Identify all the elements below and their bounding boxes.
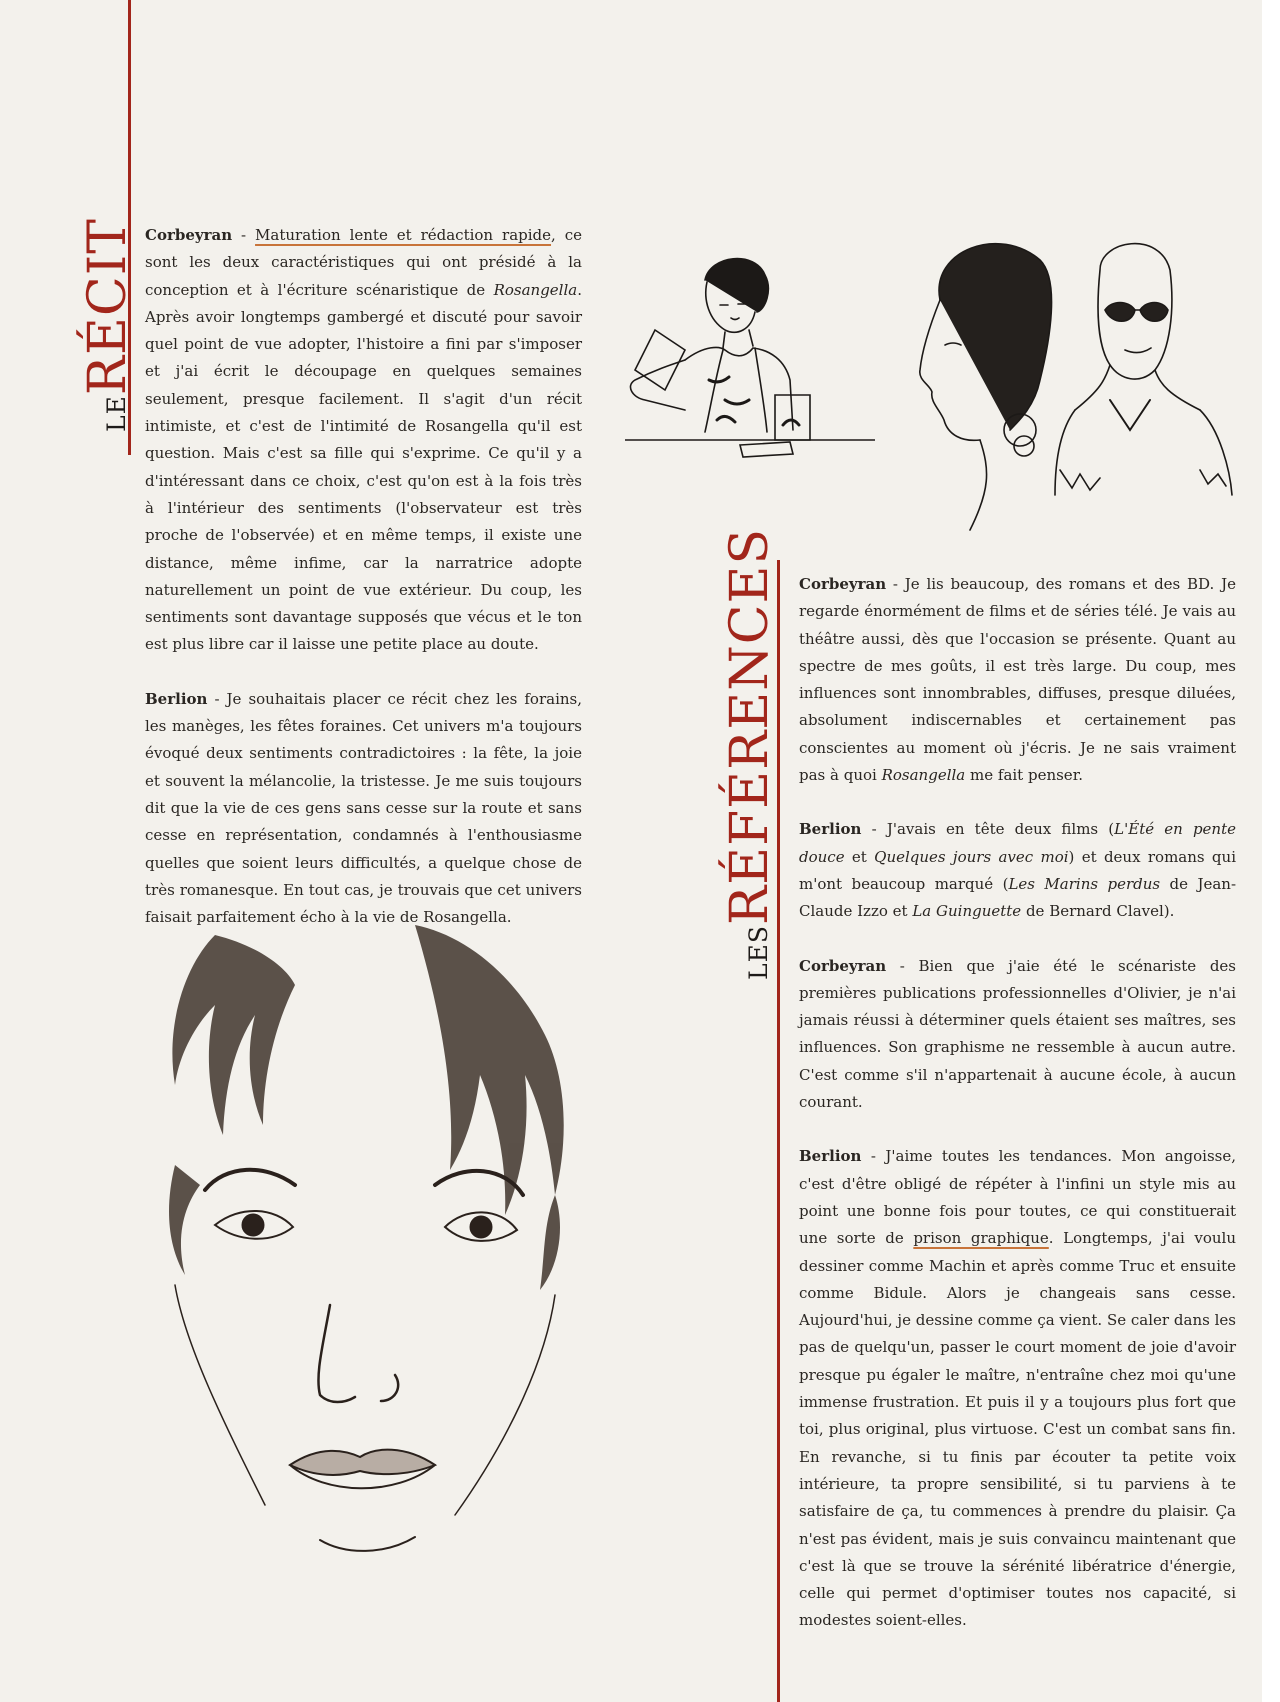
paragraph-text: . Après avoir longtemps gambergé et discuté pour savoir quel point de vue adopter, l'histoire a fini par s'imposer et j'ai écrit le découpage en quelques semaines seulement, presque facilement. Il s'agit d'un récit intimiste, et c'est de l'intimité de Rosangella qu'il est question. Mais c'est sa fille qui s'exprime. Ce qu'il y a d'intéressant dans ce choix, c'est qu'on est à la fois très à l'intérieur des sentiments (l'observateur est très proche de l'observée) et en même temps, il existe une distance, même infime, car la narratrice adopte naturellement un point de vue extérieur. Du coup, les sentiments sont davantage supposés que vécus et le ton est plus libre car il laisse une petite place au doute. [145,280,582,654]
paragraph-text: Je lis beaucoup, des romans et des BD. Je regarde énormément de films et de séries télé. Je vais au théâtre aussi, dès que l'occasion se présente. Quant au spectre de mes goûts, il est très large. Du coup, mes influences sont innombrables, diffuses, presque diluées, absolument indiscernables et certainement pas conscientes au moment où j'écris. Je ne sais vraiment pas à quoi [799,575,1236,785]
paragraph-text: . Longtemps, j'ai voulu dessiner comme Machin et après comme Truc et ensuite comme Bidule. Alors je changeais sans cesse. Aujourd'hui, je dessine comme ça vient. Se caler dans les pas de quelqu'un, passer le court moment de joie d'avoir presque pu égaler le maître, n'entraîne chez moi qu'une immense frustration. Et puis il y a toujours plus fort que toi, plus original, plus virtuose. C'est un combat sans fin. En revanche, si tu finis par écouter ta petite voix intérieure, ta propre sensibilité, si tu parviens à te satisfaire de ça, tu commences à prendre du plaisir. Ça n'est pas évident, mais je suis convaincu maintenant que c'est là que se trouve la sérénité libératrice d'énergie, celle qui permet d'optimiser toutes nos capacité, si modestes soient-elles. [799,1229,1236,1630]
woman-at-table-sketch [625,250,875,500]
interview-paragraph [799,953,1236,1117]
speaker-name: Corbeyran [799,575,887,593]
paragraph-text: J'avais en tête deux films ( [886,820,1115,839]
ink-wash-face-portrait [145,905,665,1625]
speaker-name: Berlion [799,1147,862,1166]
paragraph-text: et [844,847,875,866]
speaker-separator: - [207,689,227,708]
section-title-references [720,527,780,980]
section-title-main: RÉCIT [78,218,138,396]
speaker-separator: - [886,575,905,593]
film-title: L'Été en pente douce [799,820,1236,866]
speaker-name: Corbeyran [145,226,233,244]
speaker-name: Berlion [799,820,862,839]
interview-paragraph [799,816,1236,925]
paragraph-text: ) et deux romans qui m'ont beaucoup marqué ( [799,847,1236,893]
paragraph-text: de Jean-Claude Izzo et [799,874,1237,921]
references-text-column [799,571,1236,1662]
speaker-separator: - [861,1147,886,1166]
speaker-name: Berlion [145,689,208,708]
speaker-separator: - [232,226,256,244]
book-title: Rosangella [493,280,578,299]
speaker-separator: - [886,956,919,975]
book-title: Rosangella [881,766,966,785]
interview-paragraph [145,686,582,932]
paragraph-text: J'aime toutes les tendances. Mon angoisse, c'est d'être obligé de répéter à l'infini un style mis au point une bonne fois pour toutes, ce qui constituerait une sorte de [799,1147,1236,1248]
paragraph-text: , ce sont les deux caractéristiques qui ont présidé à la conception et à l'écriture scénaristique de [145,226,582,299]
interview-paragraph [799,571,1236,789]
speaker-name: Corbeyran [799,956,887,975]
section-title-prefix: LES [744,925,773,980]
paragraph-text: de Bernard Clavel). [1021,902,1175,921]
interview-paragraph [145,222,582,659]
paragraph-text: Bien que j'aie été le scénariste des premières publications professionnelles d'Olivier, je n'ai jamais réussi à déterminer quels étaient ses maîtres, ses influences. Son graphisme ne ressemble à aucun autre. C'est comme s'il n'appartenait à aucune école, à aucun courant. [799,956,1237,1112]
page-edge [1262,0,1280,1702]
speaker-separator: - [861,820,887,839]
section-title-main: RÉFÉRENCES [720,527,780,926]
novel-title: La Guinguette [912,902,1022,921]
film-title: Quelques jours avec moi [874,847,1069,866]
couple-portrait-sketch [900,230,1240,570]
highlighted-phrase: Maturation lente et rédaction rapide [255,226,552,244]
novel-title: Les Marins perdus [1008,874,1161,893]
section-title-prefix: LE [102,395,131,432]
recit-text-column [145,222,582,958]
paragraph-text: me fait penser. [965,766,1083,785]
highlighted-phrase: prison graphique [913,1229,1049,1248]
paragraph-text: Je souhaitais placer ce récit chez les forains, les manèges, les fêtes foraines. Cet univers m'a toujours évoqué deux sentiments contradictoires : la fête, la joie et souvent la mélancolie, la tristesse. Je me suis toujours dit que la vie de ces gens sans cesse sur la route et sans cesse en représentation, condamnés à l'enthousiasme quelles que soient leurs difficultés, a quelque chose de très romanesque. En tout cas, je trouvais que cet univers faisait parfaitement écho à la vie de Rosangella. [145,689,582,927]
interview-paragraph [799,1143,1236,1634]
section-title-recit [78,218,138,432]
